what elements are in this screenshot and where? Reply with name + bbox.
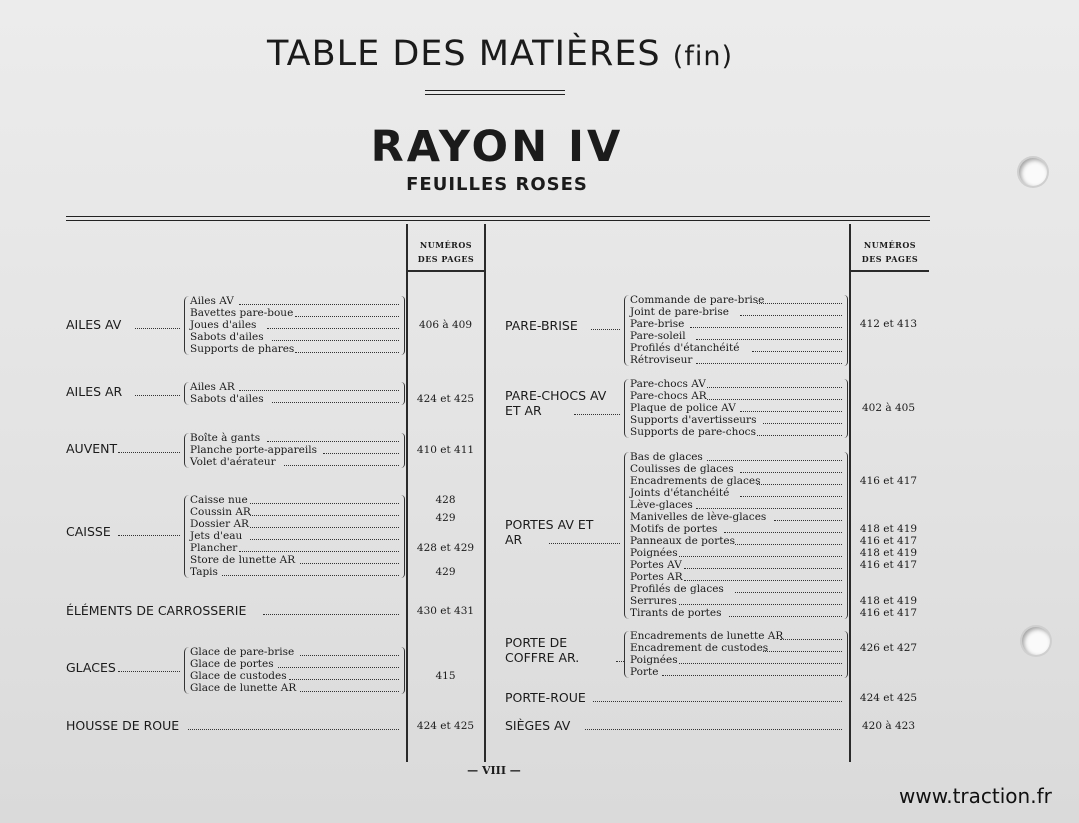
leader-dots (729, 616, 842, 617)
leader-dots (289, 679, 399, 680)
item-brace-right (401, 382, 405, 405)
item-brace (624, 379, 629, 438)
leader-dots (735, 544, 842, 545)
category-label-line: PORTES AV ET AR (505, 517, 594, 547)
column-header-right-rule (851, 270, 929, 272)
leader-dots (250, 503, 399, 504)
column-header-line2: DES PAGES (417, 254, 475, 264)
section-subtitle: FEUILLES ROSES (406, 174, 588, 195)
toc-item: Bas de glaces (630, 451, 703, 463)
leader-dots (662, 675, 842, 676)
toc-item: Planche porte-appareils (190, 444, 317, 456)
leader-dots (740, 315, 842, 316)
toc-item: Ailes AR (190, 381, 235, 393)
toc-item: Panneaux de portes (630, 535, 736, 547)
leader-dots (679, 556, 842, 557)
leader-dots (267, 328, 399, 329)
toc-item: Portes AR (630, 571, 683, 583)
category-leader-dots (118, 671, 180, 672)
category-label: PARE-BRISE (505, 318, 578, 333)
toc-item: Pare-chocs AR (630, 390, 707, 402)
toc-item: Glace de portes (190, 658, 274, 670)
toc-item: Pare-soleil (630, 330, 686, 342)
page-reference: 430 et 431 (416, 605, 475, 617)
leader-dots (696, 339, 842, 340)
toc-item: Dossier AR (190, 518, 249, 530)
leader-dots (757, 484, 842, 485)
leader-dots (300, 691, 399, 692)
leader-dots (724, 532, 842, 533)
toc-item: Ailes AV (190, 295, 234, 307)
category-label: AILES AR (66, 384, 123, 399)
column-header-line1: NUMÉROS (419, 240, 473, 250)
item-brace (184, 647, 189, 694)
page-reference: 424 et 425 (416, 720, 475, 732)
header-rule (66, 216, 930, 221)
toc-item: Poignées (630, 547, 678, 559)
toc-item: Portes AV (630, 559, 682, 571)
toc-item: Supports de phares (190, 343, 295, 355)
leader-dots (763, 651, 842, 652)
binder-hole (1019, 158, 1047, 186)
toc-item: Glace de pare-brise (190, 646, 295, 658)
page-reference: 420 à 423 (861, 720, 916, 732)
leader-dots (679, 604, 842, 605)
title-text: TABLE DES MATIÈRES (267, 34, 661, 74)
toc-item: Joint de pare-brise (630, 306, 729, 318)
leader-dots (679, 663, 842, 664)
item-brace (184, 382, 189, 405)
toc-item: Caisse nue (190, 494, 248, 506)
item-brace (624, 631, 629, 678)
page-reference: 428 et 429 (416, 542, 475, 554)
toc-item: Rétroviseur (630, 354, 693, 366)
category-leader-dots (135, 395, 180, 396)
leader-dots (757, 435, 842, 436)
item-brace (624, 295, 629, 366)
page-title (0, 34, 1000, 74)
leader-dots (222, 575, 399, 576)
toc-item: Boîte à gants (190, 432, 261, 444)
toc-item: Sabots d'ailes (190, 393, 264, 405)
leader-dots (239, 390, 399, 391)
toc-item: Lève-glaces (630, 499, 693, 511)
page-reference: 426 et 427 (859, 642, 918, 654)
item-brace (184, 296, 189, 355)
leader-dots (740, 472, 842, 473)
page-reference: 429 (435, 512, 456, 524)
toc-item: Encadrements de glaces (630, 475, 761, 487)
leader-dots (250, 527, 399, 528)
toc-item: Bavettes pare-boue (190, 307, 294, 319)
title-suffix: (fin) (672, 41, 733, 72)
leader-dots (740, 496, 842, 497)
page-reference: 429 (435, 566, 456, 578)
toc-item: Supports de pare-chocs (630, 426, 756, 438)
category-label-line: PORTE DE COFFRE AR. (505, 635, 580, 665)
page-reference: 416 et 417 (859, 535, 918, 547)
item-brace-right (401, 296, 405, 355)
toc-item: Serrures (630, 595, 677, 607)
toc-item: Tapis (190, 566, 218, 578)
category-leader-dots (188, 729, 399, 730)
category-leader-dots (585, 729, 842, 730)
leader-dots (696, 508, 842, 509)
category-leader-dots (593, 701, 842, 702)
category-label: ÉLÉMENTS DE CARROSSERIE (66, 603, 247, 618)
leader-dots (696, 363, 842, 364)
leader-dots (684, 580, 842, 581)
leader-dots (272, 402, 399, 403)
watermark: www.traction.fr (899, 784, 1052, 808)
category-label: SIÈGES AV (505, 718, 571, 733)
leader-dots (752, 351, 842, 352)
category-leader-dots (616, 661, 624, 662)
category-leader-dots (118, 452, 180, 453)
leader-dots (284, 465, 399, 466)
item-brace-right (401, 647, 405, 694)
page-reference: 418 et 419 (859, 523, 918, 535)
category-label: AUVENT (66, 441, 118, 456)
category-label: HOUSSE DE ROUE (66, 718, 180, 733)
page-reference: 428 (435, 494, 456, 506)
leader-dots (278, 667, 399, 668)
toc-item: Commande de pare-brise (630, 294, 765, 306)
leader-dots (707, 460, 842, 461)
category-leader-dots (549, 543, 620, 544)
toc-item: Jets d'eau (190, 530, 243, 542)
item-brace-right (844, 631, 848, 678)
leader-dots (239, 551, 399, 552)
item-brace-right (401, 495, 405, 578)
leader-dots (757, 303, 842, 304)
leader-dots (250, 515, 399, 516)
toc-item: Profilés de glaces (630, 583, 724, 595)
page-reference: 416 et 417 (859, 559, 918, 571)
category-label: GLACES (66, 660, 116, 675)
binder-hole (1022, 627, 1050, 655)
column-header-left (408, 238, 484, 266)
leader-dots (300, 655, 399, 656)
toc-item: Joues d'ailes (190, 319, 257, 331)
toc-item: Coussin AR (190, 506, 251, 518)
toc-item: Porte (630, 666, 659, 678)
leader-dots (707, 399, 842, 400)
page-reference: 424 et 425 (416, 393, 475, 405)
toc-item: Sabots d'ailes (190, 331, 264, 343)
toc-item: Profilés d'étanchéité (630, 342, 740, 354)
leader-dots (774, 520, 842, 521)
category-label: CAISSE (66, 524, 111, 539)
item-brace (184, 495, 189, 578)
toc-item: Motifs de portes (630, 523, 718, 535)
leader-dots (295, 316, 399, 317)
toc-item: Coulisses de glaces (630, 463, 734, 475)
toc-item: Plancher (190, 542, 238, 554)
toc-item: Volet d'aérateur (190, 456, 276, 468)
toc-item: Joints d'étanchéité (630, 487, 730, 499)
toc-item: Pare-chocs AV (630, 378, 706, 390)
category-leader-dots (574, 414, 620, 415)
item-brace-right (844, 295, 848, 366)
page-reference: 424 et 425 (859, 692, 918, 704)
toc-item: Supports d'avertisseurs (630, 414, 757, 426)
item-brace-right (401, 433, 405, 468)
leader-dots (250, 539, 399, 540)
category-label: PORTE-ROUE (505, 690, 586, 705)
toc-item: Glace de custodes (190, 670, 287, 682)
leader-dots (707, 387, 842, 388)
leader-dots (272, 340, 399, 341)
toc-item: Store de lunette AR (190, 554, 296, 566)
item-brace (624, 452, 629, 619)
column-header-right (851, 238, 929, 266)
leader-dots (780, 639, 842, 640)
section-title: RAYON IV (370, 122, 624, 172)
leader-dots (684, 568, 842, 569)
toc-item: Pare-brise (630, 318, 685, 330)
leader-dots (763, 423, 842, 424)
column-header-line1: NUMÉROS (863, 240, 917, 250)
center-divider (484, 224, 486, 762)
category-leader-dots (591, 329, 620, 330)
category-label-line: PARE-CHOCS AV ET AR (505, 388, 607, 418)
page-number: — VIII — (467, 764, 521, 777)
item-brace (184, 433, 189, 468)
page-reference: 415 (435, 670, 456, 682)
item-brace-right (844, 379, 848, 438)
leader-dots (735, 592, 842, 593)
page-reference: 406 à 409 (418, 319, 473, 331)
title-rule (425, 90, 565, 95)
page-reference: 412 et 413 (859, 318, 918, 330)
toc-item: Glace de lunette AR (190, 682, 297, 694)
page-reference: 416 et 417 (859, 475, 918, 487)
leader-dots (267, 441, 399, 442)
leader-dots (295, 352, 399, 353)
right-divider (849, 224, 851, 762)
category-label: AILES AV (66, 317, 122, 332)
page-reference: 416 et 417 (859, 607, 918, 619)
toc-item: Manivelles de lève-glaces (630, 511, 767, 523)
toc-item: Poignées (630, 654, 678, 666)
toc-item: Encadrement de custodes (630, 642, 769, 654)
column-header-line2: DES PAGES (861, 254, 919, 264)
page-reference: 410 et 411 (416, 444, 475, 456)
category-leader-dots (135, 328, 180, 329)
page-reference: 418 et 419 (859, 595, 918, 607)
leader-dots (740, 411, 842, 412)
column-header-left-rule (408, 270, 484, 272)
toc-item: Tirants de portes (630, 607, 722, 619)
leader-dots (323, 453, 399, 454)
category-label (505, 635, 610, 665)
toc-item: Encadrements de lunette AR (630, 630, 784, 642)
item-brace-right (844, 452, 848, 619)
leader-dots (239, 304, 399, 305)
page-reference: 402 à 405 (861, 402, 916, 414)
page-reference: 418 et 419 (859, 547, 918, 559)
category-leader-dots (118, 535, 180, 536)
leader-dots (300, 563, 399, 564)
leader-dots (690, 327, 842, 328)
toc-item: Plaque de police AV (630, 402, 736, 414)
category-leader-dots (263, 614, 399, 615)
